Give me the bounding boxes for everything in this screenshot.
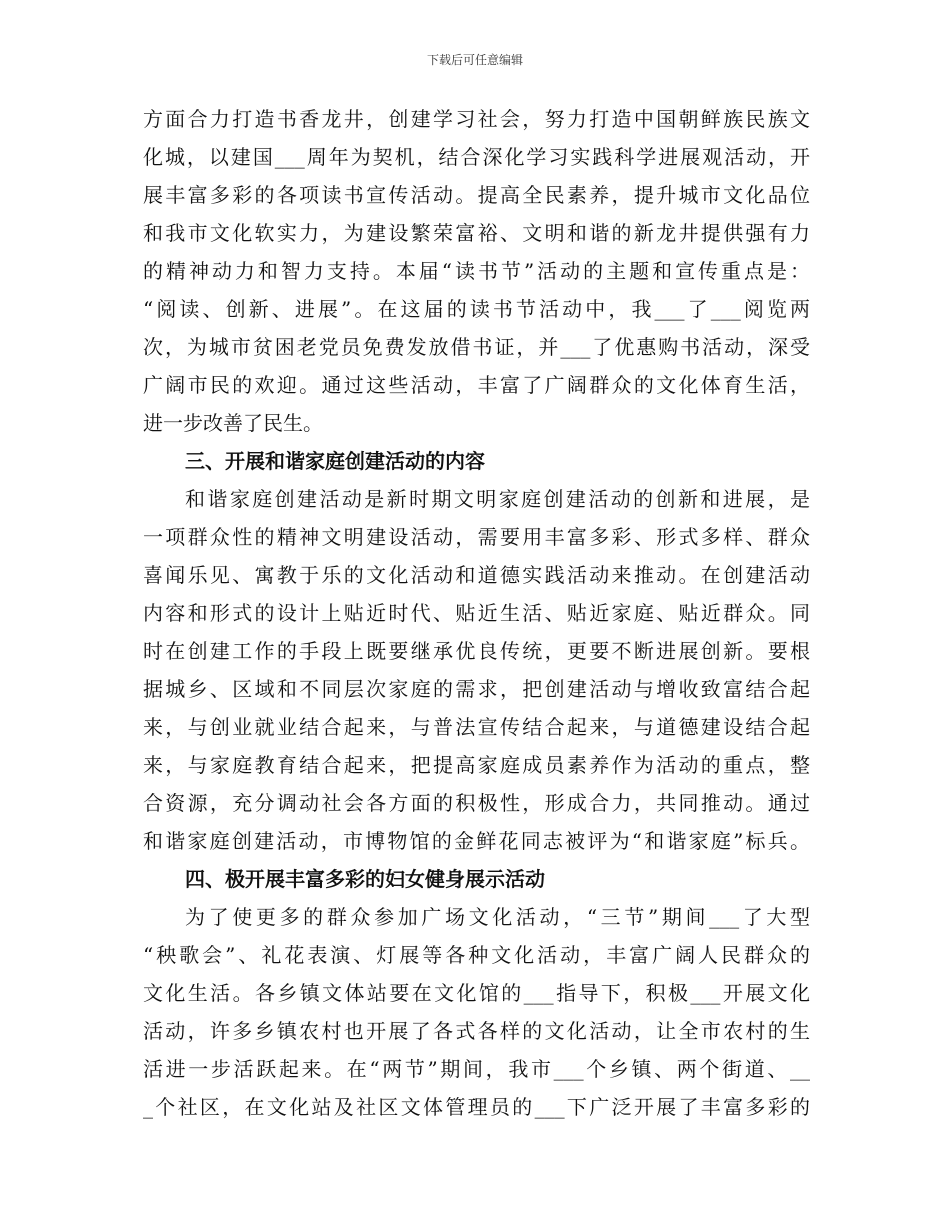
body-line: 活动，许多乡镇农村也开展了各式各样的文化活动，让全市农村的生 xyxy=(143,1019,810,1043)
body-line: 文化生活。各乡镇文体站要在文化馆的___指导下，积极___开展文化 xyxy=(143,981,810,1005)
body-line: 来，与家庭教育结合起来，把提高家庭成员素养作为活动的重点，整 xyxy=(143,753,810,777)
body-line: 进一步改善了民生。 xyxy=(143,411,323,435)
body-line: 合资源，充分调动社会各方面的积极性，形成合力，共同推动。通过 xyxy=(143,791,810,815)
body-line: _个社区，在文化站及社区文体管理员的___下广泛开展了丰富多彩的 xyxy=(143,1095,810,1119)
body-line: 次，为城市贫困老党员免费发放借书证，并___了优惠购书活动，深受 xyxy=(143,335,810,359)
body-line: 内容和形式的设计上贴近时代、贴近生活、贴近家庭、贴近群众。同 xyxy=(143,601,810,625)
body-line: 活进一步活跃起来。在“两节”期间，我市___个乡镇、两个街道、__ xyxy=(143,1057,810,1081)
body-line: 广阔市民的欢迎。通过这些活动，丰富了广阔群众的文化体育生活， xyxy=(143,373,810,397)
body-line: 方面合力打造书香龙井，创建学习社会，努力打造中国朝鲜族民族文 xyxy=(143,107,810,131)
body-line: 化城，以建国___周年为契机，结合深化学习实践科学进展观活动，开 xyxy=(143,145,810,169)
body-line: 的精神动力和智力支持。本届“读书节”活动的主题和宣传重点是： xyxy=(143,259,810,283)
body-line: 来，与创业就业结合起来，与普法宣传结合起来，与道德建设结合起 xyxy=(143,715,810,739)
body-line: 和谐家庭创建活动，市博物馆的金鲜花同志被评为“和谐家庭”标兵。 xyxy=(143,829,810,853)
section-heading: 三、开展和谐家庭创建活动的内容 xyxy=(185,449,485,473)
body-line: 和我市文化软实力，为建设繁荣富裕、文明和谐的新龙井提供强有力 xyxy=(143,221,810,245)
body-line: 据城乡、区域和不同层次家庭的需求，把创建活动与增收致富结合起 xyxy=(143,677,810,701)
body-line: “阅读、创新、进展”。在这届的读书节活动中，我___了___阅览两 xyxy=(143,297,810,321)
body-line: 和谐家庭创建活动是新时期文明家庭创建活动的创新和进展，是 xyxy=(185,487,810,511)
body-line: 喜闻乐见、寓教于乐的文化活动和道德实践活动来推动。在创建活动 xyxy=(143,563,810,587)
page-header-note: 下载后可任意编辑 xyxy=(426,53,523,67)
document-body xyxy=(143,100,810,1126)
body-line: 一项群众性的精神文明建设活动，需要用丰富多彩、形式多样、群众 xyxy=(143,525,810,549)
section-heading: 四、极开展丰富多彩的妇女健身展示活动 xyxy=(185,867,545,891)
body-line: 展丰富多彩的各项读书宣传活动。提高全民素养，提升城市文化品位 xyxy=(143,183,810,207)
body-line: “秧歌会”、礼花表演、灯展等各种文化活动，丰富广阔人民群众的 xyxy=(143,943,810,967)
body-line: 时在创建工作的手段上既要继承优良传统，更要不断进展创新。要根 xyxy=(143,639,810,663)
body-line: 为了使更多的群众参加广场文化活动，“三节”期间___了大型 xyxy=(185,905,810,929)
